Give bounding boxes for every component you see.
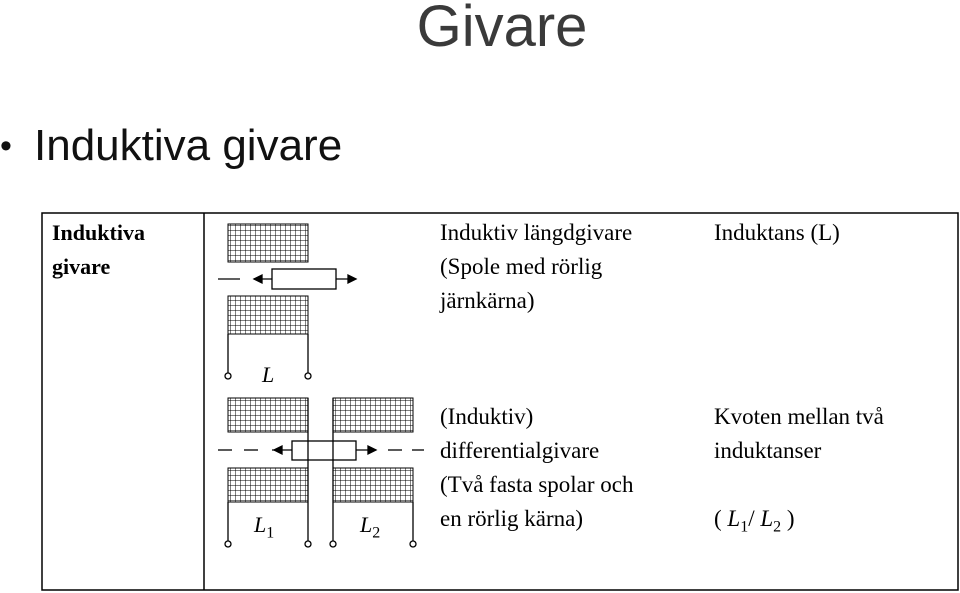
coil2-label (360, 512, 380, 542)
inductance-ratio (714, 468, 795, 545)
coil-label: L (262, 362, 275, 387)
bullet-text: Induktiva givare (34, 121, 343, 170)
ratio-sub2: 2 (773, 518, 782, 536)
row2-quantity-line1: Kvoten mellan två (714, 404, 884, 429)
coil1-letter: L (254, 512, 267, 537)
row1-quantity: Induktans (L) (714, 220, 840, 245)
coil1-sub: 1 (266, 524, 275, 542)
row-header: Induktiva givare (52, 220, 145, 279)
iron-core-icon (292, 441, 356, 460)
row2-description: (Induktiv) differentialgivare (Två fasta spolar och en rörlig kärna) (440, 404, 634, 531)
ratio-l1: L (727, 506, 741, 531)
sensor-table-figure (0, 200, 960, 593)
ratio-open: ( (714, 506, 728, 531)
ratio-close: ) (781, 506, 795, 531)
coil2-letter: L (360, 512, 373, 537)
bullet-item (0, 116, 342, 176)
coil1-label (254, 512, 274, 542)
ratio-sub1: 1 (740, 518, 749, 536)
bullet-icon: • (0, 126, 12, 165)
coil2-sub: 2 (372, 524, 381, 542)
ratio-l2: L (760, 506, 774, 531)
row1-description: Induktiv längdgivare (Spole med rörlig järnkärna) (440, 220, 633, 313)
ratio-slash: / (748, 506, 761, 531)
row2-quantity-line2: induktanser (714, 438, 822, 463)
iron-core-icon (272, 269, 336, 289)
slide-title: Givare (416, 0, 588, 59)
